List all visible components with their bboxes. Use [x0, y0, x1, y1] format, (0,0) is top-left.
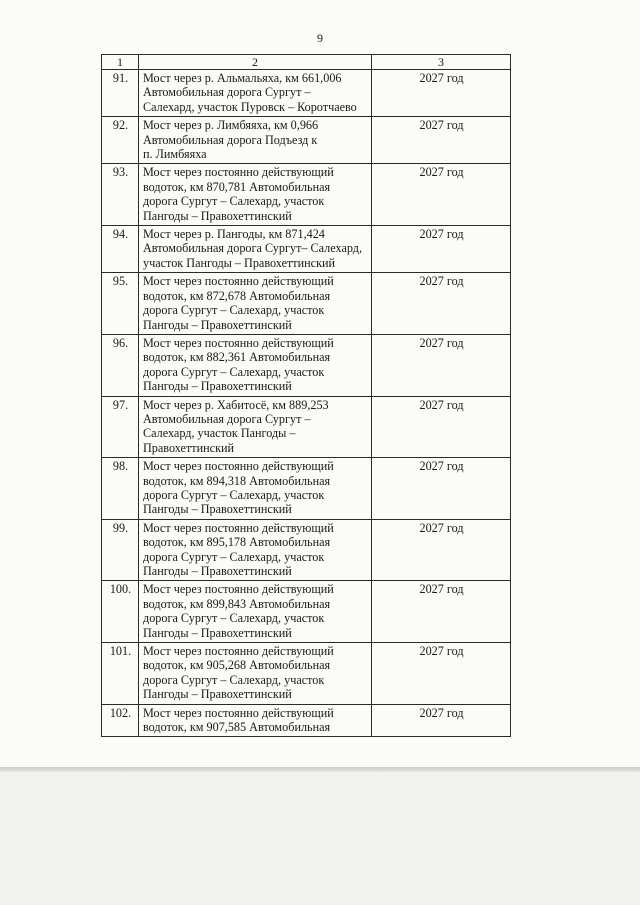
description-line: водоток, км 899,843 Автомобильная — [143, 596, 331, 611]
description-line: дорога Сургут – Салехард, участок — [143, 549, 325, 564]
description-line: водоток, км 907,585 Автомобильная — [143, 720, 331, 735]
bridge-description-cell — [139, 334, 372, 396]
description-line: Пангоды – Правохеттинский — [143, 317, 292, 332]
table-row — [102, 70, 511, 117]
description-line: дорога Сургут – Салехард, участок — [143, 672, 325, 687]
description-line: Пангоды – Правохеттинский — [143, 502, 292, 517]
bridge-description-cell — [139, 164, 372, 226]
bridge-description-cell — [139, 273, 372, 335]
description-line: водоток, км 895,178 Автомобильная — [143, 535, 331, 550]
description-line: дорога Сургут – Салехард, участок — [143, 611, 325, 626]
description-line: Мост через р. Пангоды, км 871,424 — [143, 227, 325, 242]
row-number-cell: 100. — [102, 581, 139, 643]
description-line: Мост через р. Альмальяха, км 661,006 — [143, 71, 342, 85]
description-line: дорога Сургут – Салехард, участок — [143, 303, 325, 318]
table-row — [102, 164, 511, 226]
header-cell-2: 2 — [139, 55, 372, 70]
description-line: водоток, км 872,678 Автомобильная — [143, 288, 331, 303]
description-line: Пангоды – Правохеттинский — [143, 379, 292, 394]
description-line: Мост через р. Лимбяяха, км 0,966 — [143, 118, 319, 133]
completion-year-cell: 2027 год — [372, 704, 511, 737]
completion-year-cell: 2027 год — [372, 70, 511, 117]
bridge-description-cell — [139, 226, 372, 273]
description-line: Мост через постоянно действующий — [143, 274, 334, 289]
completion-year-cell: 2027 год — [372, 519, 511, 581]
bridge-description-cell — [139, 70, 372, 117]
table-row — [102, 117, 511, 164]
description-line: Мост через постоянно действующий — [143, 644, 334, 659]
description-line: Салехард, участок Пуровск – Коротчаево — [143, 99, 357, 114]
row-number-cell: 93. — [102, 164, 139, 226]
header-cell-3: 3 — [372, 55, 511, 70]
row-number-cell: 95. — [102, 273, 139, 335]
description-line: Мост через постоянно действующий — [143, 165, 334, 180]
description-line: водоток, км 894,318 Автомобильная — [143, 473, 331, 488]
description-line: Пангоды – Правохеттинский — [143, 564, 292, 578]
description-line: Мост через постоянно действующий — [143, 520, 334, 535]
description-line: дорога Сургут – Салехард, участок — [143, 364, 325, 379]
description-line: Автомобильная дорога Сургут – — [143, 411, 311, 426]
description-line: дорога Сургут – Салехард, участок — [143, 194, 325, 209]
page-number: 9 — [317, 31, 323, 45]
bridge-description-cell — [139, 458, 372, 520]
completion-year-cell: 2027 год — [372, 581, 511, 643]
completion-year-cell: 2027 год — [372, 334, 511, 396]
bridge-description-cell — [139, 117, 372, 164]
table-row — [102, 334, 511, 396]
page-edge-shadow — [0, 767, 640, 772]
completion-year-cell: 2027 год — [372, 643, 511, 705]
table-row — [102, 581, 511, 643]
row-number-cell: 99. — [102, 519, 139, 581]
completion-year-cell: 2027 год — [372, 226, 511, 273]
row-number-cell: 96. — [102, 334, 139, 396]
table-row — [102, 226, 511, 273]
bridge-description-cell — [139, 581, 372, 643]
description-line: Пангоды – Правохеттинский — [143, 625, 292, 640]
completion-year-cell: 2027 год — [372, 117, 511, 164]
description-line: Автомобильная дорога Сургут– Салехард, — [143, 241, 363, 256]
description-line: Автомобильная дорога Сургут – — [143, 85, 311, 100]
bridge-description-cell — [139, 519, 372, 581]
bridge-description-cell — [139, 396, 372, 458]
row-number-cell: 102. — [102, 704, 139, 737]
row-number-cell: 98. — [102, 458, 139, 520]
row-number-cell: 101. — [102, 643, 139, 705]
description-line: Мост через р. Хабитосё, км 889,253 — [143, 397, 329, 412]
bridge-description-cell — [139, 643, 372, 705]
description-line: п. Лимбяяха — [143, 147, 207, 162]
description-line: водоток, км 905,268 Автомобильная — [143, 658, 331, 673]
row-number-cell: 94. — [102, 226, 139, 273]
table-row — [102, 643, 511, 705]
table-row — [102, 396, 511, 458]
description-line: Мост через постоянно действующий — [143, 335, 334, 350]
completion-year-cell: 2027 год — [372, 396, 511, 458]
table-row — [102, 273, 511, 335]
row-number-cell: 91. — [102, 70, 139, 117]
description-line: Правохеттинский — [143, 440, 235, 455]
bridge-description-cell — [139, 704, 372, 737]
description-line: участок Пангоды – Правохеттинский — [143, 255, 336, 270]
description-line: Мост через постоянно действующий — [143, 582, 334, 597]
completion-year-cell: 2027 год — [372, 458, 511, 520]
table-row — [102, 458, 511, 520]
description-line: дорога Сургут – Салехард, участок — [143, 487, 325, 502]
completion-year-cell: 2027 год — [372, 164, 511, 226]
table-row — [102, 704, 511, 737]
table-header-row — [102, 55, 511, 70]
description-line: Пангоды – Правохеттинский — [143, 687, 292, 702]
description-line: Автомобильная дорога Подъезд к — [143, 132, 318, 147]
description-line: Мост через постоянно действующий — [143, 459, 334, 474]
row-number-cell: 92. — [102, 117, 139, 164]
row-number-cell: 97. — [102, 396, 139, 458]
bridge-schedule-table — [101, 54, 511, 737]
header-cell-1: 1 — [102, 55, 139, 70]
description-line: Мост через постоянно действующий — [143, 705, 334, 720]
description-line: водоток, км 870,781 Автомобильная — [143, 179, 331, 194]
description-line: Салехард, участок Пангоды – — [143, 426, 296, 441]
description-line: Пангоды – Правохеттинский — [143, 208, 292, 223]
table-row — [102, 519, 511, 581]
description-line: водоток, км 882,361 Автомобильная — [143, 350, 331, 365]
completion-year-cell: 2027 год — [372, 273, 511, 335]
